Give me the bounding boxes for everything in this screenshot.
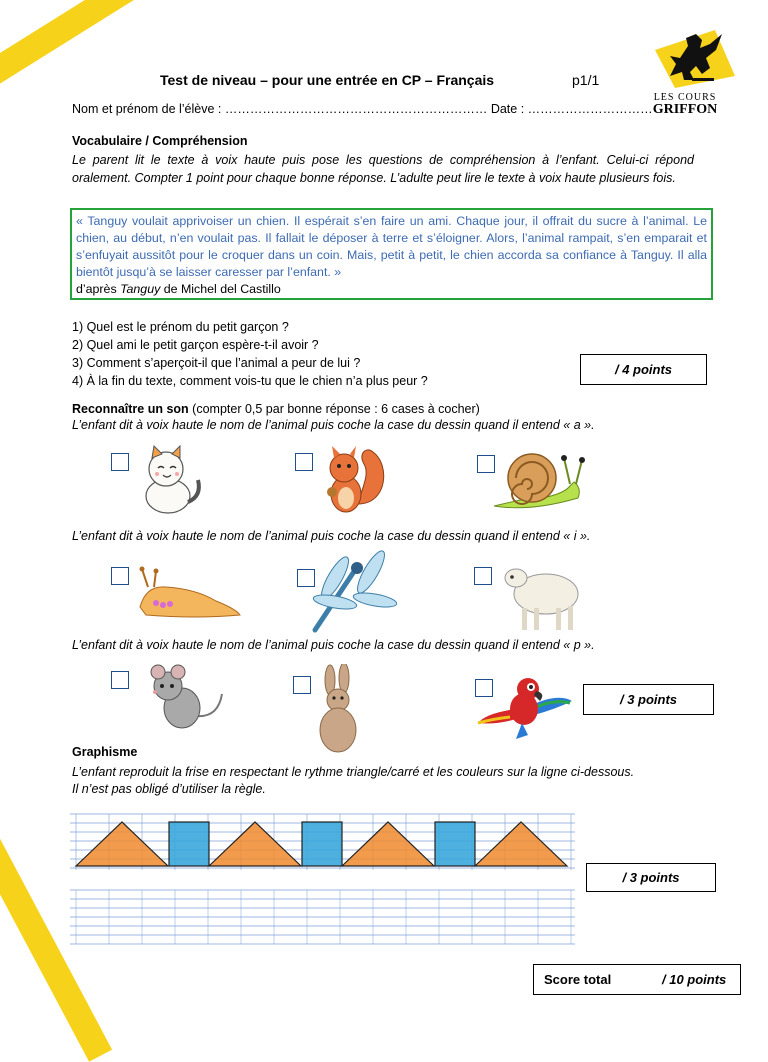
checkbox-mouse[interactable] bbox=[111, 671, 129, 689]
page-title: Test de niveau – pour une entrée en CP – Français bbox=[160, 72, 495, 88]
page-number: p1/1 bbox=[572, 72, 600, 88]
checkbox-rabbit[interactable] bbox=[293, 676, 311, 694]
student-name-date-line: Nom et prénom de l’élève : ……………………………………………………… Date : ………………………… bbox=[72, 102, 653, 116]
score-box bbox=[533, 964, 741, 995]
logo-text-line2: GRIFFON bbox=[652, 102, 718, 117]
checkbox-cat[interactable] bbox=[111, 453, 129, 471]
rabbit-icon bbox=[312, 664, 362, 754]
frieze-square bbox=[302, 822, 342, 866]
cat-icon bbox=[130, 444, 205, 519]
logo-text-line1: LES COURS bbox=[653, 92, 717, 103]
frieze-triangle bbox=[209, 822, 301, 866]
story-text: « Tanguy voulait apprivoiser un chien. Il espérait s’en faire un ami. Chaque jour, il offrait du sucre à l’animal. Le chien, au début, n’en voulait pas. Il fallait le déposer à terre et s’éloigner. Alors, l’animal rampait, s’en emparait et s’enfuyait aussitôt pour le croquer dans un coin. Mais, petit à petit, le chien accorda sa confiance à Tanguy. Il alla bientôt jusqu’à se laisser caresser par l’enfant. » bbox=[76, 214, 707, 279]
score-points: / 10 points bbox=[662, 972, 727, 987]
dragonfly-icon bbox=[305, 548, 397, 636]
sound-instruction-p: L’enfant dit à voix haute le nom de l’animal puis coche la case du dessin quand il entend « p ». bbox=[72, 638, 595, 652]
squirrel-icon bbox=[318, 444, 388, 519]
points-box-vocab: / 4 points bbox=[580, 354, 707, 385]
question-2: 2) Quel ami le petit garçon espère-t-il avoir ? bbox=[72, 338, 319, 352]
sound-heading: Reconnaître un son (compter 0,5 par bonne réponse : 6 cases à cocher) bbox=[72, 402, 480, 416]
logo bbox=[640, 28, 740, 123]
checkbox-sheep[interactable] bbox=[474, 567, 492, 585]
checkbox-squirrel[interactable] bbox=[295, 453, 313, 471]
story-box bbox=[70, 208, 713, 300]
practice-lines[interactable] bbox=[70, 886, 575, 951]
graph-heading: Graphisme bbox=[72, 745, 138, 759]
sound-instruction-a: L’enfant dit à voix haute le nom de l’animal puis coche la case du dessin quand il entend « a ». bbox=[72, 418, 595, 432]
frieze-triangle bbox=[475, 822, 567, 866]
graph-instruction-2: Il n’est pas obligé d’utiliser la règle. bbox=[72, 782, 266, 796]
vocab-instruction: Le parent lit le texte à voix haute puis pose les questions de compréhension à l’enfant. Celui-ci répond oralement. Compter 1 point pour chaque bonne réponse. L’adulte peut lire le texte à voix haute plusieurs fois. bbox=[72, 153, 694, 185]
vocab-heading: Vocabulaire / Compréhension bbox=[72, 134, 248, 148]
snail-icon bbox=[490, 448, 590, 513]
frieze-square bbox=[435, 822, 475, 866]
sheep-icon bbox=[500, 560, 582, 634]
frieze-square bbox=[169, 822, 209, 866]
points-box-sound: / 3 points bbox=[583, 684, 714, 715]
frieze-triangle bbox=[76, 822, 168, 866]
frieze-triangle bbox=[342, 822, 434, 866]
slug-icon bbox=[136, 565, 244, 620]
points-box-graph: / 3 points bbox=[586, 863, 716, 892]
griffon-logo-icon bbox=[640, 28, 740, 88]
score-label: Score total bbox=[544, 972, 612, 987]
yellow-stripe-top-left bbox=[0, 0, 177, 100]
story-source: d’après Tanguy de Michel del Castillo bbox=[76, 282, 281, 296]
graph-instruction-1: L’enfant reproduit la frise en respectant le rythme triangle/carré et les couleurs sur la ligne ci-dessous. bbox=[72, 765, 635, 779]
model-frieze bbox=[70, 808, 575, 878]
question-4: 4) À la fin du texte, comment vois-tu que le chien n’a plus peur ? bbox=[72, 374, 428, 388]
question-1: 1) Quel est le prénom du petit garçon ? bbox=[72, 320, 289, 334]
sound-instruction-i: L’enfant dit à voix haute le nom de l’animal puis coche la case du dessin quand il entend « i ». bbox=[72, 529, 591, 543]
parrot-icon bbox=[476, 673, 574, 743]
checkbox-slug[interactable] bbox=[111, 567, 129, 585]
mouse-icon bbox=[146, 664, 226, 732]
question-3: 3) Comment s’aperçoit-il que l’animal a peur de lui ? bbox=[72, 356, 361, 370]
